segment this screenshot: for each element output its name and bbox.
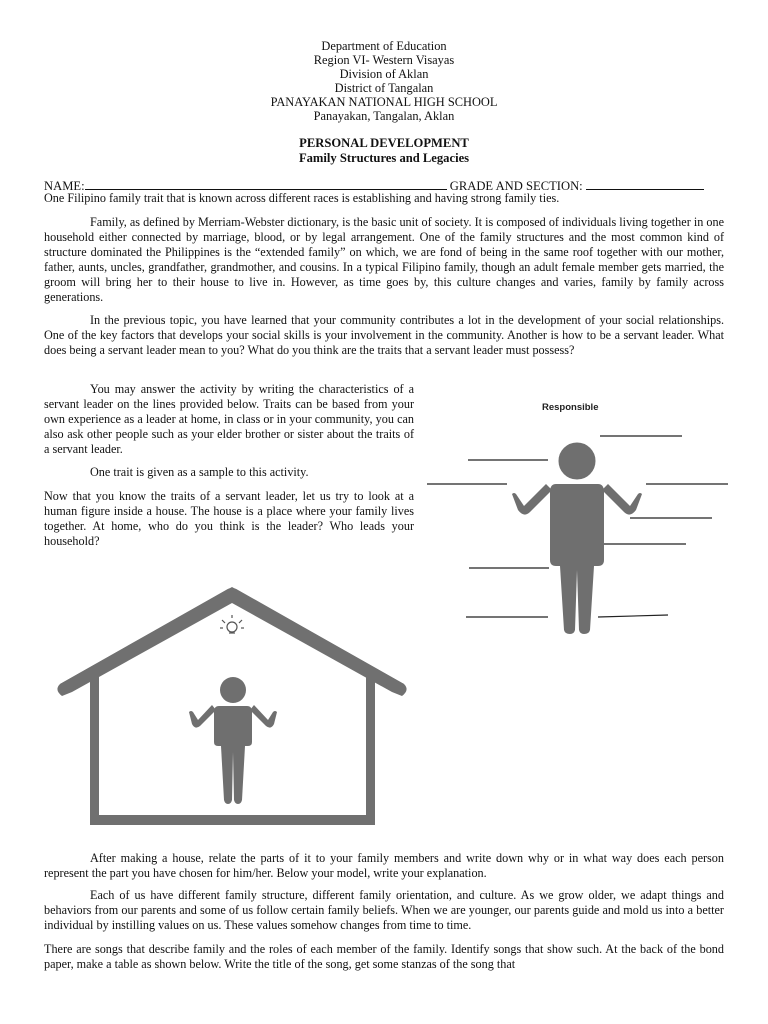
lightbulb-icon xyxy=(220,615,244,633)
family-definition-paragraph: Family, as defined by Merriam-Webster dictionary, is the basic unit of society. It is composed of individuals living together in one household either connected by marriage, blood, or by legal arrangement. One of the family structures and the most common kind of structure dominated the Philippines is the “extended family” on which, we are fond of being in the same roof together with our mother, father, aunts, uncles, grandfather, grandmother, and cousins. In a typical Filipino family, though an adult female member gets married, the groom will bring her to their house to live in. However, as time goes by, this culture changes and varies, family by family across generations. xyxy=(44,215,724,304)
trait-line[interactable] xyxy=(598,615,668,617)
topic-title: Family Structures and Legacies xyxy=(298,151,470,165)
figure-left-arm xyxy=(512,484,552,515)
house-intro-paragraph: Now that you know the traits of a servant leader, let us try to look at a human figure inside a house. The house is a place where your family lives together. At home, who do you think is the leader? Who leads your household? xyxy=(44,489,414,548)
house-illustration xyxy=(57,587,406,825)
house-floor xyxy=(90,815,375,825)
department-line: Department of Education xyxy=(321,39,447,53)
school-name: PANAYAKAN NATIONAL HIGH SCHOOL xyxy=(270,95,498,109)
house-figure-right-arm xyxy=(250,705,277,728)
name-label: NAME: xyxy=(44,179,85,193)
sample-trait-label: Responsible xyxy=(542,402,599,413)
figure-head xyxy=(559,443,595,479)
house-figure-body xyxy=(214,706,252,804)
house-right-wall xyxy=(366,676,375,824)
activity-instructions-paragraph: You may answer the activity by writing the characteristics of a servant leader on the lines provided below. Traits can be based from your own experience as a leader at home, in class or in your community, you can also ask other people such as your elder brother or sister about the traits of a servant leader. xyxy=(44,382,414,456)
grade-section-label: GRADE AND SECTION: xyxy=(449,179,583,193)
sample-trait-note: One trait is given as a sample to this activity. xyxy=(90,465,309,479)
figure-right-arm xyxy=(602,484,642,515)
figure-body xyxy=(550,484,604,634)
family-structure-paragraph: Each of us have different family structure, different family orientation, and culture. As we grow older, we adapt things and behaviors from our parents and some of us follow certain family beliefs. When we are younger, our parents guide and mold us into a better individual by instilling values on us. These values somehow changes from time to time. xyxy=(44,888,724,932)
songs-activity-paragraph: There are songs that describe family and the roles of each member of the family. Identify songs that show such. At the back of the bond paper, make a table as shown below. Write the title of the song, get some stanzas of the song that xyxy=(44,942,724,971)
house-figure xyxy=(189,677,277,804)
house-reflection-paragraph: After making a house, relate the parts of it to your family members and write down why or in what way does each person represent the part you have chosen for him/her. Below your model, write your explanation. xyxy=(44,851,724,880)
division-line: Division of Aklan xyxy=(339,67,429,81)
region-line: Region VI- Western Visayas xyxy=(313,53,455,67)
school-address: Panayakan, Tangalan, Aklan xyxy=(313,109,455,123)
house-left-wall xyxy=(90,676,99,824)
subject-title: PERSONAL DEVELOPMENT xyxy=(299,136,469,150)
servant-leader-paragraph: In the previous topic, you have learned that your community contributes a lot in the development of your social relationships. One of the key factors that develops your social skills is your involvement in the community. Another is how to be a servant leader. What does being a servant leader mean to you? What do you think are the traits that a servant leader must possess? xyxy=(44,313,724,357)
intro-paragraph: One Filipino family trait that is known across different races is establishing and having strong family ties. xyxy=(44,191,560,205)
servant-leader-figure xyxy=(512,443,642,634)
house-figure-head xyxy=(220,677,246,703)
house-figure-left-arm xyxy=(189,705,216,728)
district-line: District of Tangalan xyxy=(334,81,434,95)
